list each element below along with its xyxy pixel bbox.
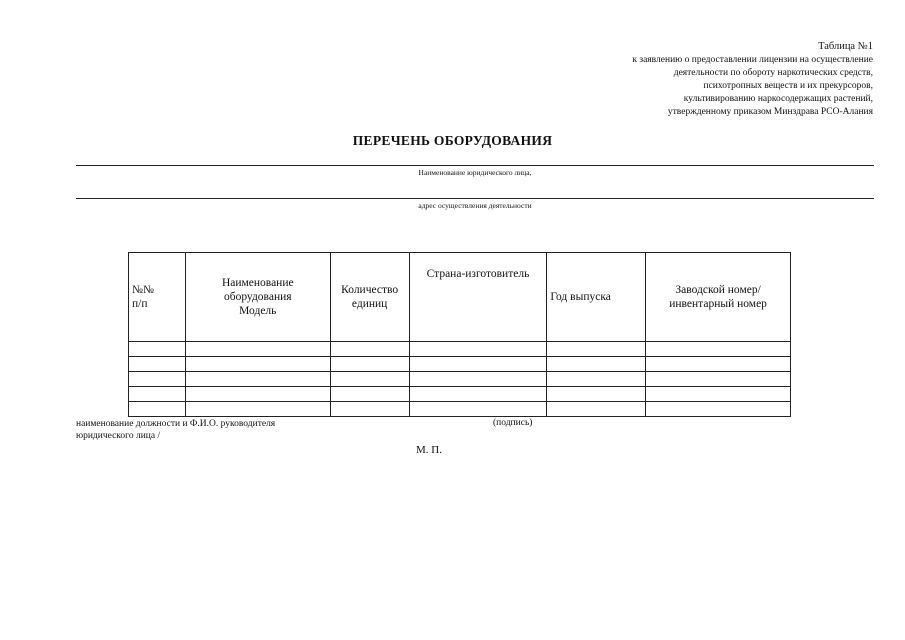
stamp-place: М. П. <box>416 444 442 456</box>
address-caption: адрес осуществления деятельности <box>418 201 532 210</box>
column-header-quantity: Количество единиц <box>330 253 409 342</box>
address-line <box>76 198 874 199</box>
table-number: Таблица №1 <box>818 41 873 52</box>
header-line: культивированию наркосодержащих растений, <box>683 94 873 104</box>
table-header-row <box>129 253 791 342</box>
document-header <box>533 40 873 119</box>
table-row <box>129 387 791 402</box>
legal-entity-line <box>76 165 874 166</box>
header-line: деятельности по обороту наркотических средств, <box>673 68 873 78</box>
header-line: к заявлению о предоставлении лицензии на осуществление <box>632 55 873 65</box>
header-line: психотропных веществ и их прекурсоров, <box>703 81 873 91</box>
column-header-equipment-name: Наименование оборудования Модель <box>185 253 330 342</box>
legal-entity-caption: Наименование юридического лица, <box>418 168 532 177</box>
table-row <box>129 402 791 417</box>
column-header-number: №№ п/п <box>129 253 186 342</box>
table-row <box>129 342 791 357</box>
table-row <box>129 357 791 372</box>
column-header-country: Страна-изготовитель <box>409 253 547 342</box>
column-header-serial-number: Заводской номер/ инвентарный номер <box>646 253 791 342</box>
table-row <box>129 372 791 387</box>
equipment-table <box>128 252 791 417</box>
head-position-caption: наименование должности и Ф.И.О. руководителя юридического лица / <box>76 419 276 441</box>
header-line: утвержденному приказом Минздрава РСО-Алания <box>667 107 873 117</box>
document-title: ПЕРЕЧЕНЬ ОБОРУДОВАНИЯ <box>352 133 553 148</box>
column-header-year: Год выпуска <box>547 253 646 342</box>
signature-caption: (подпись) <box>493 418 533 428</box>
